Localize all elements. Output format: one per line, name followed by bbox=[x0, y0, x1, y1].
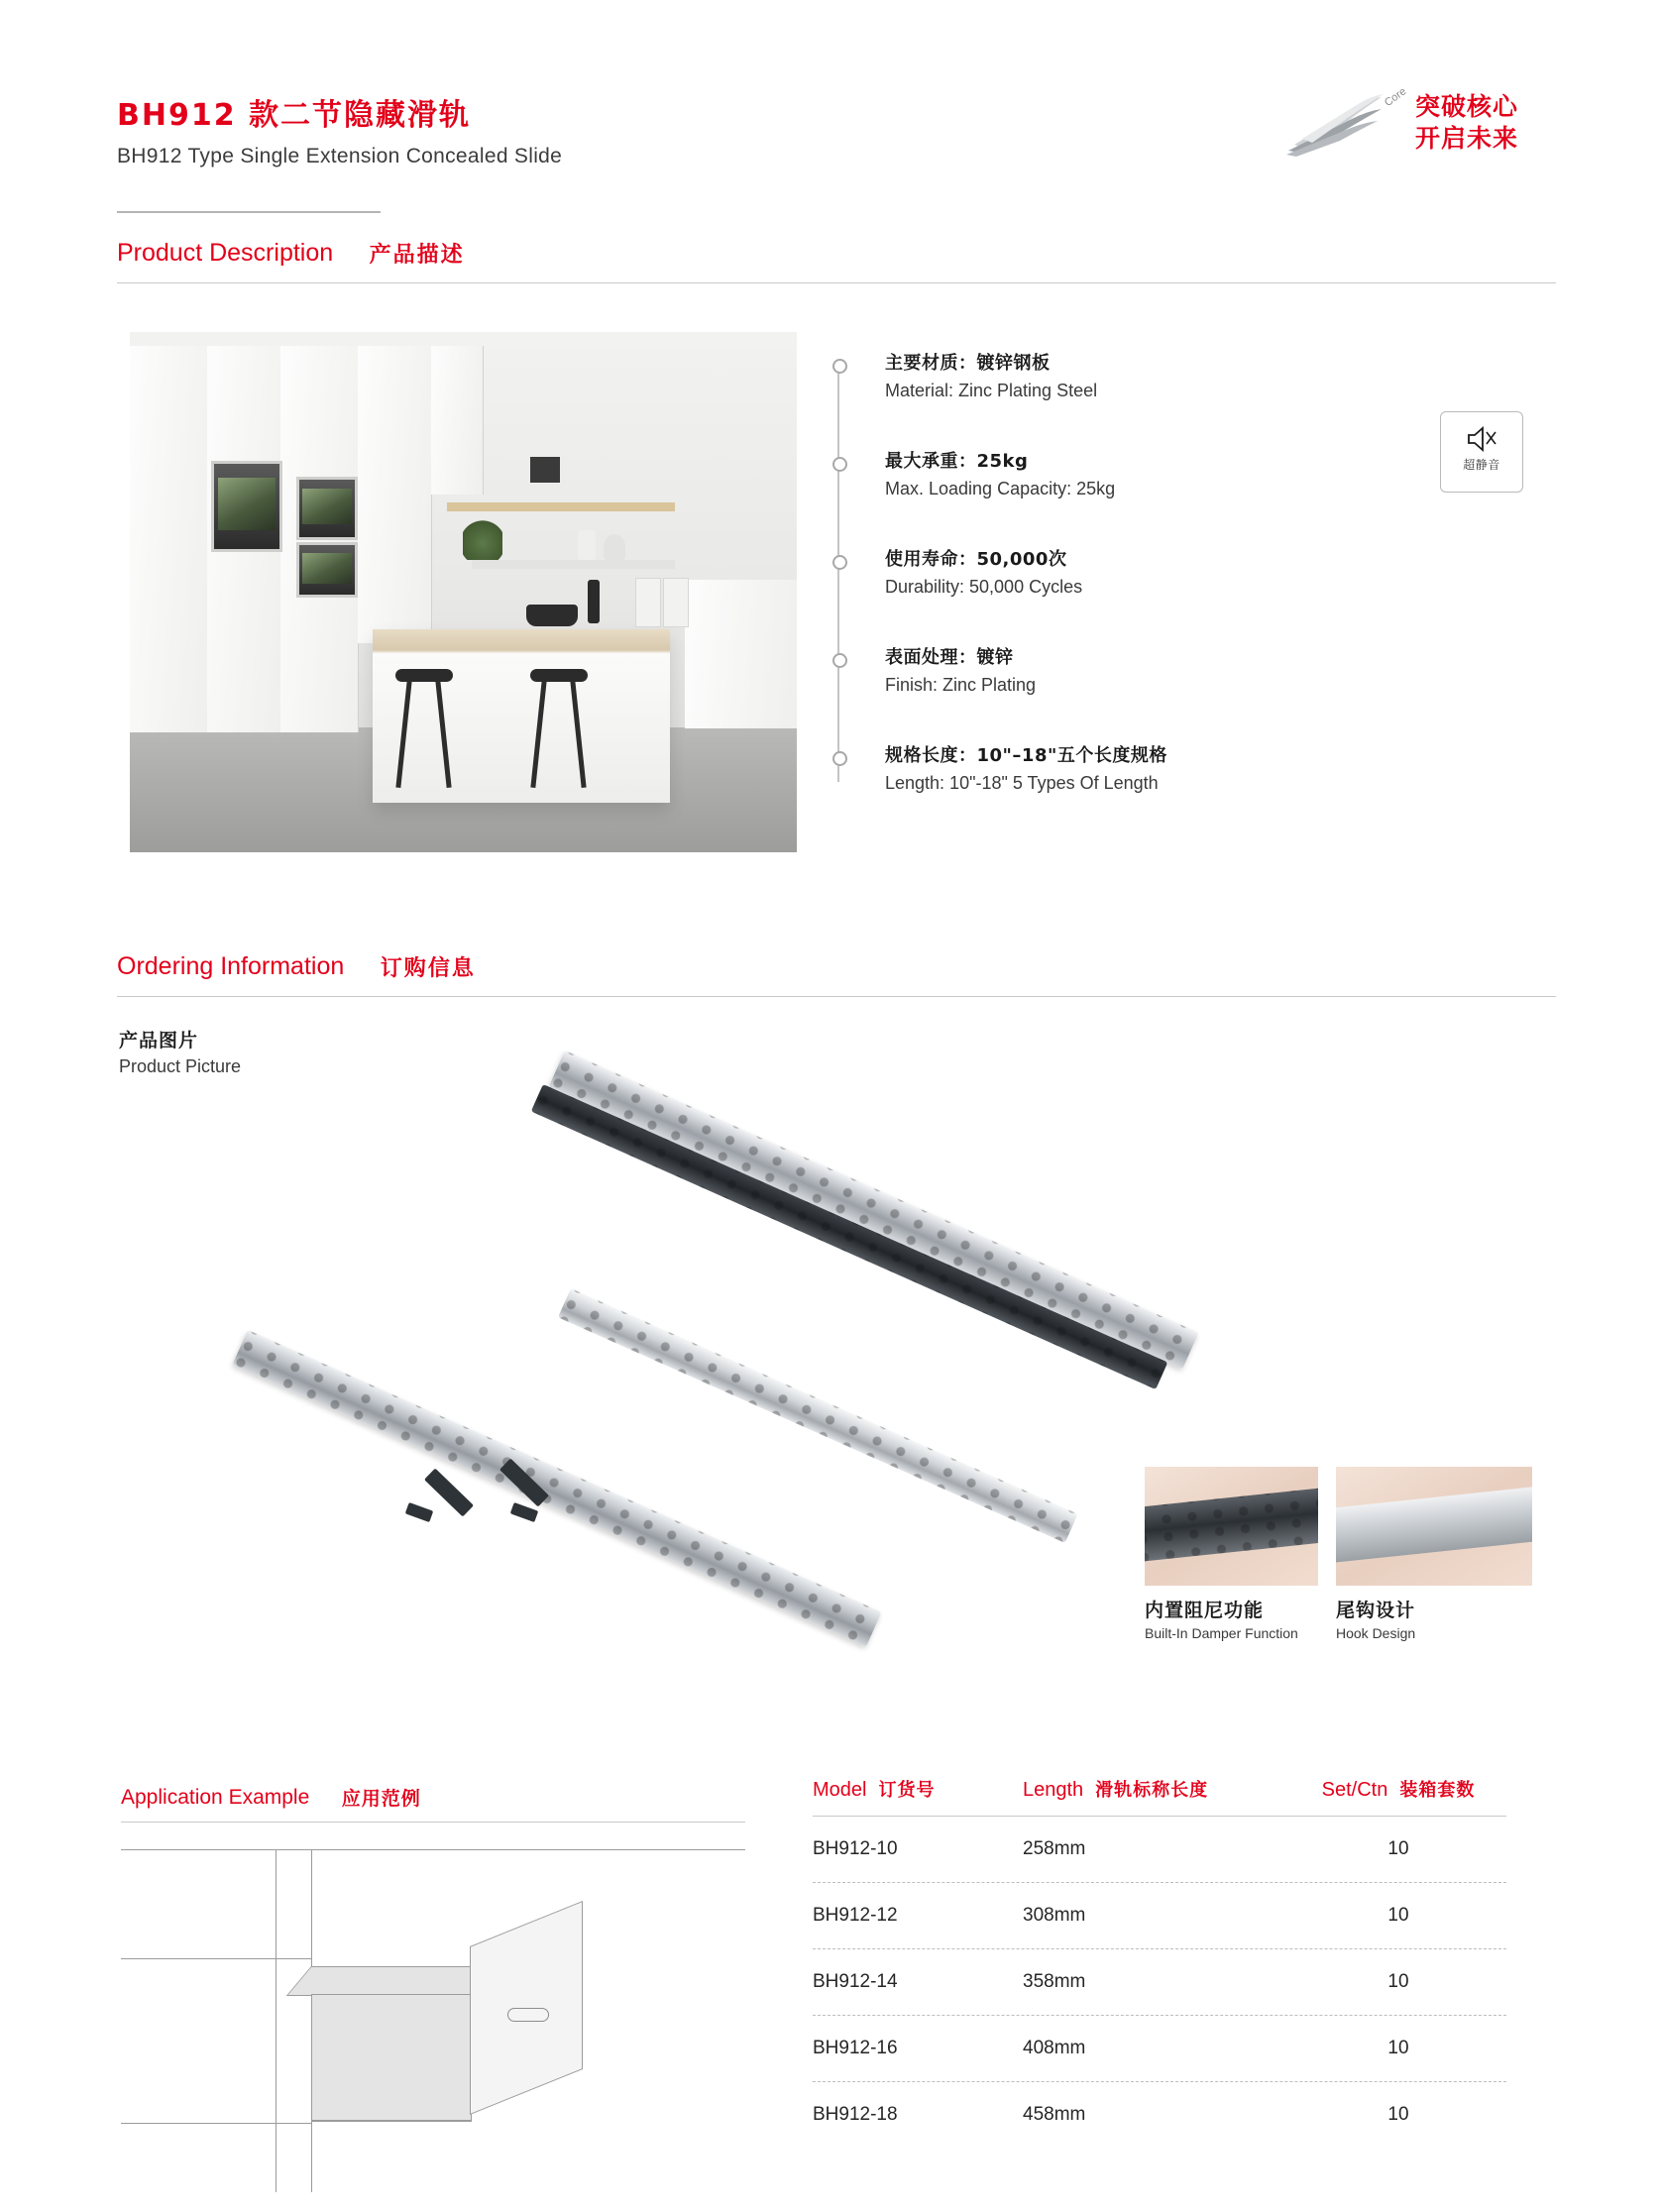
cell-set: 10 bbox=[1387, 2104, 1409, 2125]
cell-length: 258mm bbox=[1023, 1838, 1086, 1859]
rail-holes bbox=[233, 1330, 882, 1646]
application-title-en: Application Example bbox=[121, 1785, 310, 1809]
cell-length: 408mm bbox=[1023, 2038, 1086, 2058]
logo-slogan-line2: 开启未来 bbox=[1415, 124, 1519, 153]
section-product-description bbox=[117, 238, 1556, 283]
drawer-side-panel bbox=[311, 1994, 472, 2121]
cell-model: BH912-10 bbox=[813, 1838, 898, 1859]
photo-stool-leg bbox=[530, 681, 546, 788]
application-photo bbox=[130, 332, 797, 852]
section-title-en: Product Description bbox=[117, 239, 334, 267]
header-divider bbox=[117, 211, 381, 213]
product-picture-label-cn: 产品图片 bbox=[119, 1030, 199, 1051]
mute-icon bbox=[1465, 424, 1498, 454]
header-en: Set/Ctn bbox=[1321, 1779, 1388, 1801]
table-header-row bbox=[813, 1776, 1506, 1817]
spec-label-en: Length: 10"-18" 5 Types Of Length bbox=[885, 773, 1159, 794]
rail-lower-outer bbox=[233, 1330, 882, 1646]
table-header-set bbox=[1290, 1776, 1506, 1802]
header-en: Model bbox=[813, 1779, 867, 1801]
rail-clip bbox=[405, 1502, 434, 1522]
photo-stool bbox=[530, 669, 588, 788]
table-row bbox=[813, 1883, 1506, 1949]
spec-label-cn: 使用寿命：50,000次 bbox=[885, 549, 1067, 570]
spec-item bbox=[837, 744, 1392, 798]
feature-label-en: Hook Design bbox=[1336, 1625, 1416, 1641]
photo-stool-leg bbox=[395, 681, 411, 788]
photo-clock bbox=[530, 457, 560, 483]
cell-set: 10 bbox=[1387, 1905, 1409, 1926]
photo-shelf bbox=[472, 560, 675, 569]
spec-item bbox=[837, 450, 1392, 503]
spec-label-cn: 规格长度：10"–18"五个长度规格 bbox=[885, 745, 1167, 766]
product-picture-label-en: Product Picture bbox=[119, 1056, 242, 1076]
feature-image bbox=[1145, 1467, 1318, 1586]
cell-model: BH912-14 bbox=[813, 1971, 898, 1992]
logo-slogan bbox=[1415, 91, 1518, 155]
cell-set: 10 bbox=[1387, 2038, 1409, 2058]
feature-label-cn: 尾钩设计 bbox=[1336, 1600, 1416, 1621]
cell-model: BH912-12 bbox=[813, 1905, 898, 1926]
photo-bottle bbox=[588, 580, 600, 623]
photo-oven bbox=[211, 461, 282, 552]
spec-label-en: Material: Zinc Plating Steel bbox=[885, 381, 1098, 401]
spec-item bbox=[837, 352, 1392, 405]
table-row bbox=[813, 1817, 1506, 1883]
header-en: Length bbox=[1023, 1779, 1084, 1801]
photo-canister bbox=[635, 578, 661, 627]
spec-label-cn: 最大承重：25kg bbox=[885, 451, 1029, 472]
table-row bbox=[813, 2082, 1506, 2148]
status-badge bbox=[1440, 411, 1523, 493]
feature-damper bbox=[1145, 1467, 1318, 1641]
section-ordering-information bbox=[117, 951, 1556, 997]
photo-stool-leg bbox=[570, 681, 586, 788]
spec-item bbox=[837, 646, 1392, 700]
photo-shelf bbox=[447, 502, 675, 511]
badge-label: 超静音 bbox=[1463, 458, 1500, 472]
feature-label-en: Built-In Damper Function bbox=[1145, 1625, 1298, 1641]
photo-oven bbox=[296, 477, 358, 540]
section-title-en: Ordering Information bbox=[117, 952, 345, 980]
photo-oven-glass bbox=[302, 553, 351, 584]
drawing-line bbox=[311, 2121, 472, 2122]
product-picture-label bbox=[119, 1026, 241, 1077]
photo-stool-seat bbox=[530, 669, 588, 682]
spec-item bbox=[837, 548, 1392, 602]
cell-length: 308mm bbox=[1023, 1905, 1086, 1926]
section-title-cn: 订购信息 bbox=[380, 956, 476, 981]
spec-label-cn: 主要材质：镀锌钢板 bbox=[885, 353, 1051, 374]
table-header-length bbox=[1023, 1776, 1290, 1802]
company-logo bbox=[1286, 85, 1554, 163]
cell-length: 358mm bbox=[1023, 1971, 1086, 1992]
spec-label-cn: 表面处理：镀锌 bbox=[885, 647, 1014, 668]
section-divider bbox=[117, 996, 1556, 997]
photo-stool-seat bbox=[395, 669, 453, 682]
photo-cabinet bbox=[431, 346, 484, 495]
application-drawing bbox=[121, 1835, 745, 2192]
feature-rail-graphic bbox=[1145, 1488, 1318, 1562]
page-title-cn: BH912 款二节隐藏滑轨 bbox=[117, 98, 472, 133]
page-title-en: BH912 Type Single Extension Concealed Slide bbox=[117, 145, 563, 167]
photo-canister bbox=[663, 578, 689, 627]
header-cn: 订货号 bbox=[878, 1780, 936, 1801]
spec-label-en: Durability: 50,000 Cycles bbox=[885, 577, 1083, 598]
spec-label-en: Finish: Zinc Plating bbox=[885, 675, 1037, 696]
photo-pot bbox=[526, 605, 578, 626]
feature-rail-graphic bbox=[1336, 1487, 1532, 1564]
rail-holes bbox=[1145, 1488, 1318, 1562]
photo-cabinet bbox=[358, 346, 432, 643]
feature-hook bbox=[1336, 1467, 1532, 1641]
cell-set: 10 bbox=[1387, 1971, 1409, 1992]
cell-model: BH912-18 bbox=[813, 2104, 898, 2125]
table-row bbox=[813, 2016, 1506, 2082]
application-example-heading bbox=[121, 1784, 745, 1811]
spec-label-en: Max. Loading Capacity: 25kg bbox=[885, 479, 1116, 499]
feature-image bbox=[1336, 1467, 1532, 1586]
drawing-line bbox=[276, 1849, 277, 2192]
header-cn: 滑轨标称长度 bbox=[1095, 1780, 1209, 1801]
feature-label-cn: 内置阻尼功能 bbox=[1145, 1600, 1265, 1621]
logo-slogan-line1: 突破核心 bbox=[1415, 92, 1519, 121]
section-title-cn: 产品描述 bbox=[369, 243, 465, 268]
application-divider bbox=[121, 1822, 745, 1823]
photo-vessel bbox=[578, 530, 596, 560]
photo-plant bbox=[463, 518, 502, 560]
photo-cabinet bbox=[685, 580, 797, 728]
rail-clip bbox=[510, 1502, 539, 1522]
photo-stool bbox=[395, 669, 453, 788]
application-title-cn: 应用范例 bbox=[341, 1788, 421, 1810]
ordering-table bbox=[813, 1776, 1506, 2148]
rail-clip bbox=[424, 1468, 474, 1516]
table-row bbox=[813, 1949, 1506, 2016]
drawing-line bbox=[121, 1849, 745, 1850]
photo-vessel bbox=[604, 534, 625, 560]
photo-oven-glass bbox=[218, 478, 276, 530]
photo-cabinet bbox=[130, 346, 208, 732]
cell-set: 10 bbox=[1387, 1838, 1409, 1859]
drawing-line bbox=[121, 2123, 311, 2124]
header-cn: 装箱套数 bbox=[1399, 1780, 1476, 1801]
spec-list bbox=[837, 352, 1392, 842]
photo-stool-leg bbox=[435, 681, 451, 788]
photo-oven-glass bbox=[302, 489, 351, 524]
drawer-handle bbox=[507, 2008, 549, 2022]
cell-model: BH912-16 bbox=[813, 2038, 898, 2058]
table-header-model bbox=[813, 1776, 1023, 1802]
cell-length: 458mm bbox=[1023, 2104, 1086, 2125]
logo-core-text: Core bbox=[1382, 85, 1409, 109]
photo-oven bbox=[296, 542, 358, 598]
section-divider bbox=[117, 282, 1556, 283]
drawing-line bbox=[121, 1958, 311, 1959]
